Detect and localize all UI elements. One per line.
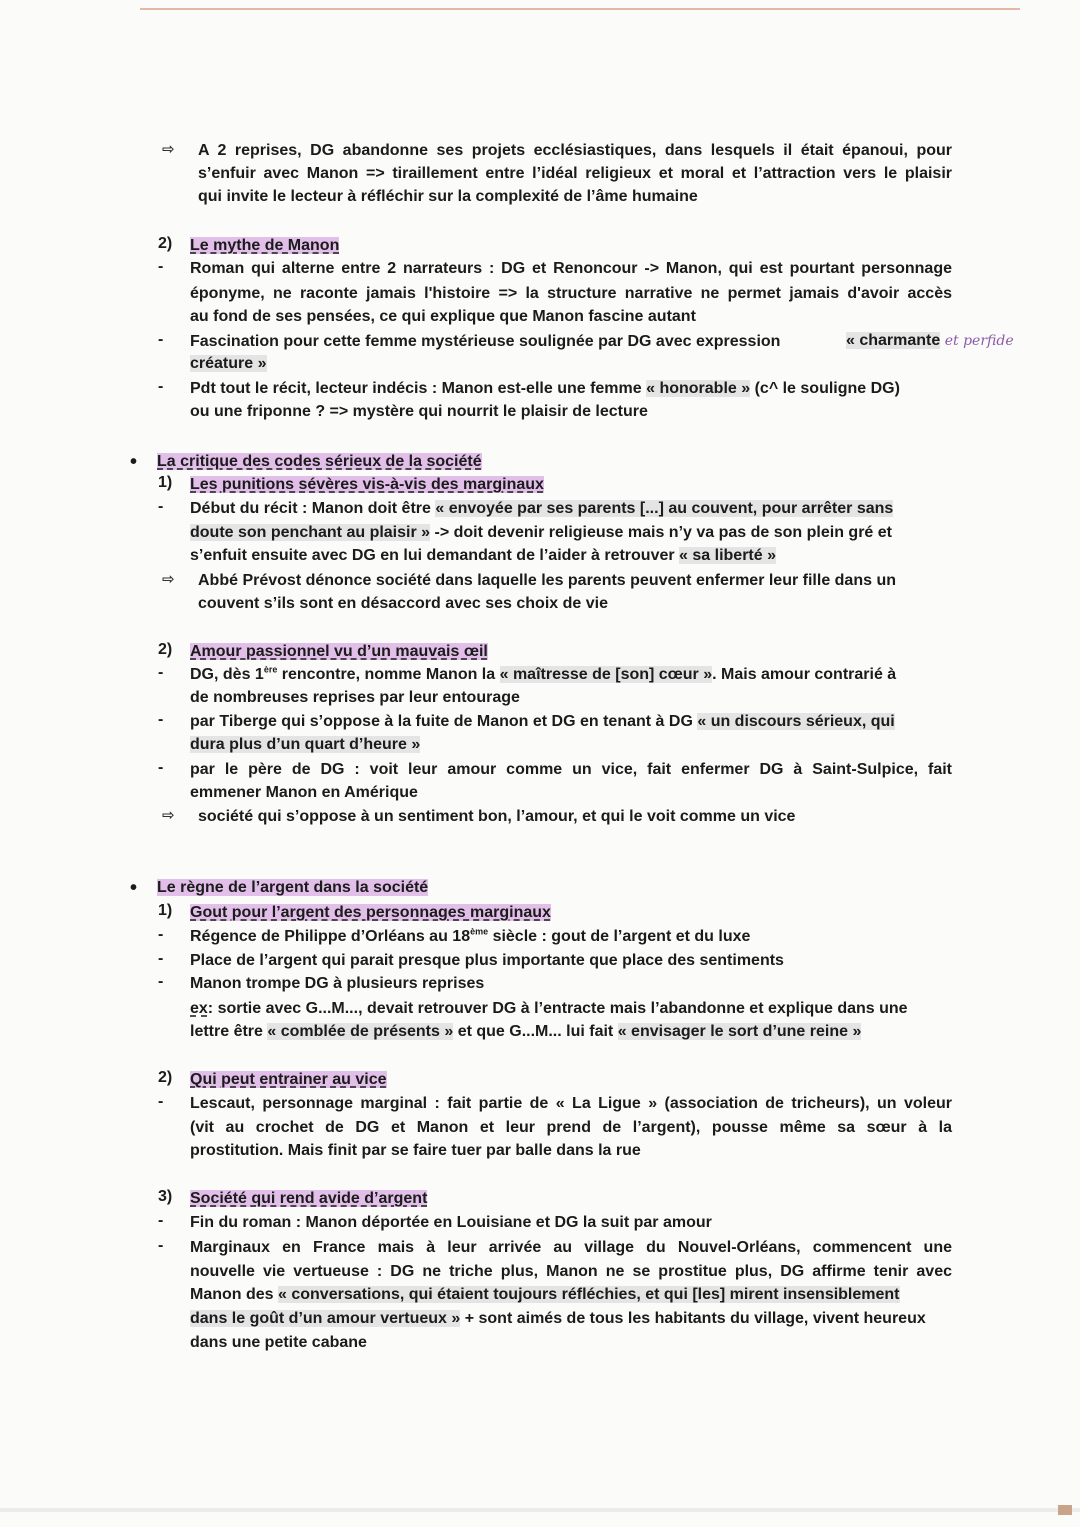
- quote-highlight: « un discours sérieux, qui: [697, 713, 895, 730]
- text-line-content: éponyme, ne raconte jamais l'histoire => la structure narrative ne permet jamais d'avoir accès: [190, 285, 952, 302]
- text-line: [190, 998, 908, 1020]
- text-line: Abbé Prévost dénonce société dans laquelle les parents peuvent enfermer leur fille dans un: [198, 572, 896, 589]
- section-heading-text: Les punitions sévères vis-à-vis des marginaux: [190, 476, 544, 493]
- arrow-icon: ⇨: [162, 141, 175, 158]
- main-heading-text: La critique des codes sérieux de la société: [157, 453, 482, 470]
- text-line-content: s’enfuir avec Manon => tiraillement entre l’idéal religieux et moral et l’attraction vers le plaisir: [198, 165, 952, 182]
- main-heading: [157, 451, 482, 473]
- section-number: 2): [158, 1069, 173, 1086]
- section-heading-text: Le mythe de Manon: [190, 237, 340, 254]
- section-number: 3): [158, 1188, 173, 1205]
- quote-highlight: « envisager le sort d’une reine »: [617, 1023, 862, 1040]
- quote-highlight: dura plus d’un quart d’heure »: [190, 736, 421, 753]
- superscript: ère: [263, 664, 278, 675]
- text-segment: s’enfuit ensuite avec DG en lui demandant de l’aider à retrouver: [190, 547, 675, 564]
- text-line: [190, 734, 420, 756]
- dash-icon: -: [158, 926, 164, 943]
- text-segment: (c^ le souligne DG): [754, 380, 900, 397]
- section-heading: [190, 641, 488, 663]
- section-number: 2): [158, 641, 173, 658]
- text-line: [190, 664, 896, 686]
- quote-line: [846, 330, 1014, 352]
- quote-highlight: « envoyée par ses parents [...] au couvent, pour arrêter sans: [435, 500, 894, 517]
- text-segment: Pdt tout le récit, lecteur indécis : Manon est-elle une femme: [190, 380, 642, 397]
- text-segment: par Tiberge qui s’oppose à la fuite de Manon et DG en tenant à DG: [190, 713, 693, 730]
- page-corner-mark: [1058, 1505, 1072, 1515]
- text-line: [198, 163, 952, 185]
- text-line: [190, 1284, 900, 1306]
- text-segment: . Mais amour contrarié à: [712, 666, 897, 683]
- section-heading: [190, 235, 339, 257]
- text-line-content: A 2 reprises, DG abandonne ses projets ecclésiastiques, dans lesquels il était épanoui, pour: [198, 142, 952, 159]
- text-line: [190, 711, 895, 733]
- text-line: [190, 1237, 952, 1259]
- text-line-content: nouvelle vie vertueuse : DG ne triche plus, Manon ne se prostitue plus, DG affirme tenir avec: [190, 1263, 952, 1280]
- text-line: Place de l’argent qui parait presque plus importante que place des sentiments: [190, 952, 784, 969]
- quote-highlight: « honorable »: [646, 380, 751, 397]
- section-number: 1): [158, 902, 173, 919]
- text-line: de nombreuses reprises par leur entourage: [190, 689, 520, 706]
- text-line: [190, 378, 900, 400]
- text-line: couvent s’ils sont en désaccord avec ses choix de vie: [198, 595, 608, 612]
- text-line-content: par le père de DG : voit leur amour comme un vice, fait enfermer DG à Saint-Sulpice, fait: [190, 761, 952, 778]
- dash-icon: -: [158, 759, 164, 776]
- section-number: 1): [158, 474, 173, 491]
- main-heading: [157, 877, 428, 899]
- text-line: [190, 545, 776, 567]
- bottom-rule: [0, 1508, 1080, 1512]
- top-rule: [140, 8, 1020, 10]
- text-segment: Régence de Philippe d’Orléans au 18: [190, 928, 471, 945]
- text-line: qui invite le lecteur à réfléchir sur la complexité de l’âme humaine: [198, 188, 698, 205]
- text-segment: + sont aimés de tous les habitants du village, vivent heureux: [464, 1310, 926, 1327]
- dash-icon: -: [158, 1237, 164, 1254]
- section-heading-text: Amour passionnel vu d’un mauvais œil: [190, 643, 488, 660]
- bullet-dot-icon: •: [130, 451, 138, 473]
- section-heading-text: Qui peut entrainer au vice: [190, 1071, 387, 1088]
- handwritten-annotation: et perfide: [944, 333, 1014, 349]
- section-heading: [190, 1188, 427, 1210]
- text-line: [190, 1021, 861, 1043]
- text-line: [190, 498, 893, 520]
- text-line-content: (vit au crochet de DG et Manon et leur prend de l’argent), pousse même sa sœur à la: [190, 1119, 952, 1136]
- text-segment: Manon des: [190, 1286, 274, 1303]
- text-line-content: Roman qui alterne entre 2 narrateurs : DG et Renoncour -> Manon, qui est pourtant personnage: [190, 260, 952, 277]
- quote-highlight: « comblée de présents »: [267, 1023, 454, 1040]
- bullet-dot-icon: •: [130, 877, 138, 899]
- text-line: [190, 258, 952, 280]
- text-segment: Début du récit : Manon doit être: [190, 500, 431, 517]
- text-line-content: Lescaut, personnage marginal : fait partie de « La Ligue » (association de tricheurs), un voleur: [190, 1095, 952, 1112]
- text-segment: : sortie avec G...M..., devait retrouver DG à l’entracte mais l’abandonne et explique dans une: [207, 1000, 908, 1017]
- dash-icon: -: [158, 1093, 164, 1110]
- section-heading: [190, 474, 544, 496]
- text-line: [190, 759, 952, 781]
- section-heading-text: Société qui rend avide d’argent: [190, 1190, 428, 1207]
- text-line: société qui s’oppose à un sentiment bon, l’amour, et qui le voit comme un vice: [198, 808, 796, 825]
- quote-highlight: « charmante: [846, 332, 941, 349]
- text-line: [190, 1093, 952, 1115]
- dash-icon: -: [158, 950, 164, 967]
- text-line: [190, 926, 750, 948]
- dash-icon: -: [158, 498, 164, 515]
- dash-icon: -: [158, 1212, 164, 1229]
- text-segment: et que G...M... lui fait: [457, 1023, 614, 1040]
- arrow-icon: ⇨: [162, 807, 175, 824]
- text-line: [190, 1117, 952, 1139]
- text-line: Fascination pour cette femme mystérieuse soulignée par DG avec expression: [190, 333, 781, 350]
- text-line: emmener Manon en Amérique: [190, 784, 418, 801]
- main-heading-text: Le règne de l’argent dans la société: [157, 879, 429, 896]
- text-line: [190, 283, 952, 305]
- text-segment: lettre être: [190, 1023, 263, 1040]
- text-line: [190, 353, 267, 375]
- text-line: [190, 1308, 926, 1330]
- text-line: ou une friponne ? => mystère qui nourrit le plaisir de lecture: [190, 403, 648, 420]
- text-line: Manon trompe DG à plusieurs reprises: [190, 975, 485, 992]
- dash-icon: -: [158, 331, 164, 348]
- section-number: 2): [158, 235, 173, 252]
- arrow-icon: ⇨: [162, 571, 175, 588]
- section-heading: [190, 1069, 387, 1091]
- dash-icon: -: [158, 664, 164, 681]
- example-label: ex: [190, 1000, 208, 1017]
- quote-highlight: créature »: [190, 355, 267, 372]
- text-segment: siècle : gout de l’argent et du luxe: [492, 928, 751, 945]
- text-line: [190, 522, 892, 544]
- superscript: ème: [470, 926, 489, 937]
- dash-icon: -: [158, 973, 164, 990]
- quote-highlight: « conversations, qui étaient toujours réfléchies, et qui [les] mirent insensiblement: [278, 1286, 900, 1303]
- quote-highlight: « maîtresse de [son] cœur »: [499, 666, 713, 683]
- text-line-content: Marginaux en France mais à leur arrivée au village du Nouvel-Orléans, commencent une: [190, 1239, 952, 1256]
- dash-icon: -: [158, 378, 164, 395]
- text-line: prostitution. Mais finit par se faire tuer par balle dans la rue: [190, 1142, 641, 1159]
- dash-icon: -: [158, 258, 164, 275]
- text-line: Fin du roman : Manon déportée en Louisiane et DG la suit par amour: [190, 1214, 712, 1231]
- section-heading-text: Gout pour l’argent des personnages marginaux: [190, 904, 551, 921]
- text-segment: -> doit devenir religieuse mais n’y va pas de son plein gré et: [434, 524, 892, 541]
- quote-highlight: dans le goût d’un amour vertueux »: [190, 1310, 461, 1327]
- text-line: au fond de ses pensées, ce qui explique que Manon fascine autant: [190, 308, 696, 325]
- text-line: dans une petite cabane: [190, 1334, 367, 1351]
- text-segment: DG, dès 1: [190, 666, 264, 683]
- dash-icon: -: [158, 711, 164, 728]
- quote-highlight: « sa liberté »: [679, 547, 776, 564]
- text-line: [198, 140, 952, 162]
- text-segment: rencontre, nomme Manon la: [281, 666, 496, 683]
- text-line: [190, 1261, 952, 1283]
- section-heading: [190, 902, 551, 924]
- quote-highlight: doute son penchant au plaisir »: [190, 524, 431, 541]
